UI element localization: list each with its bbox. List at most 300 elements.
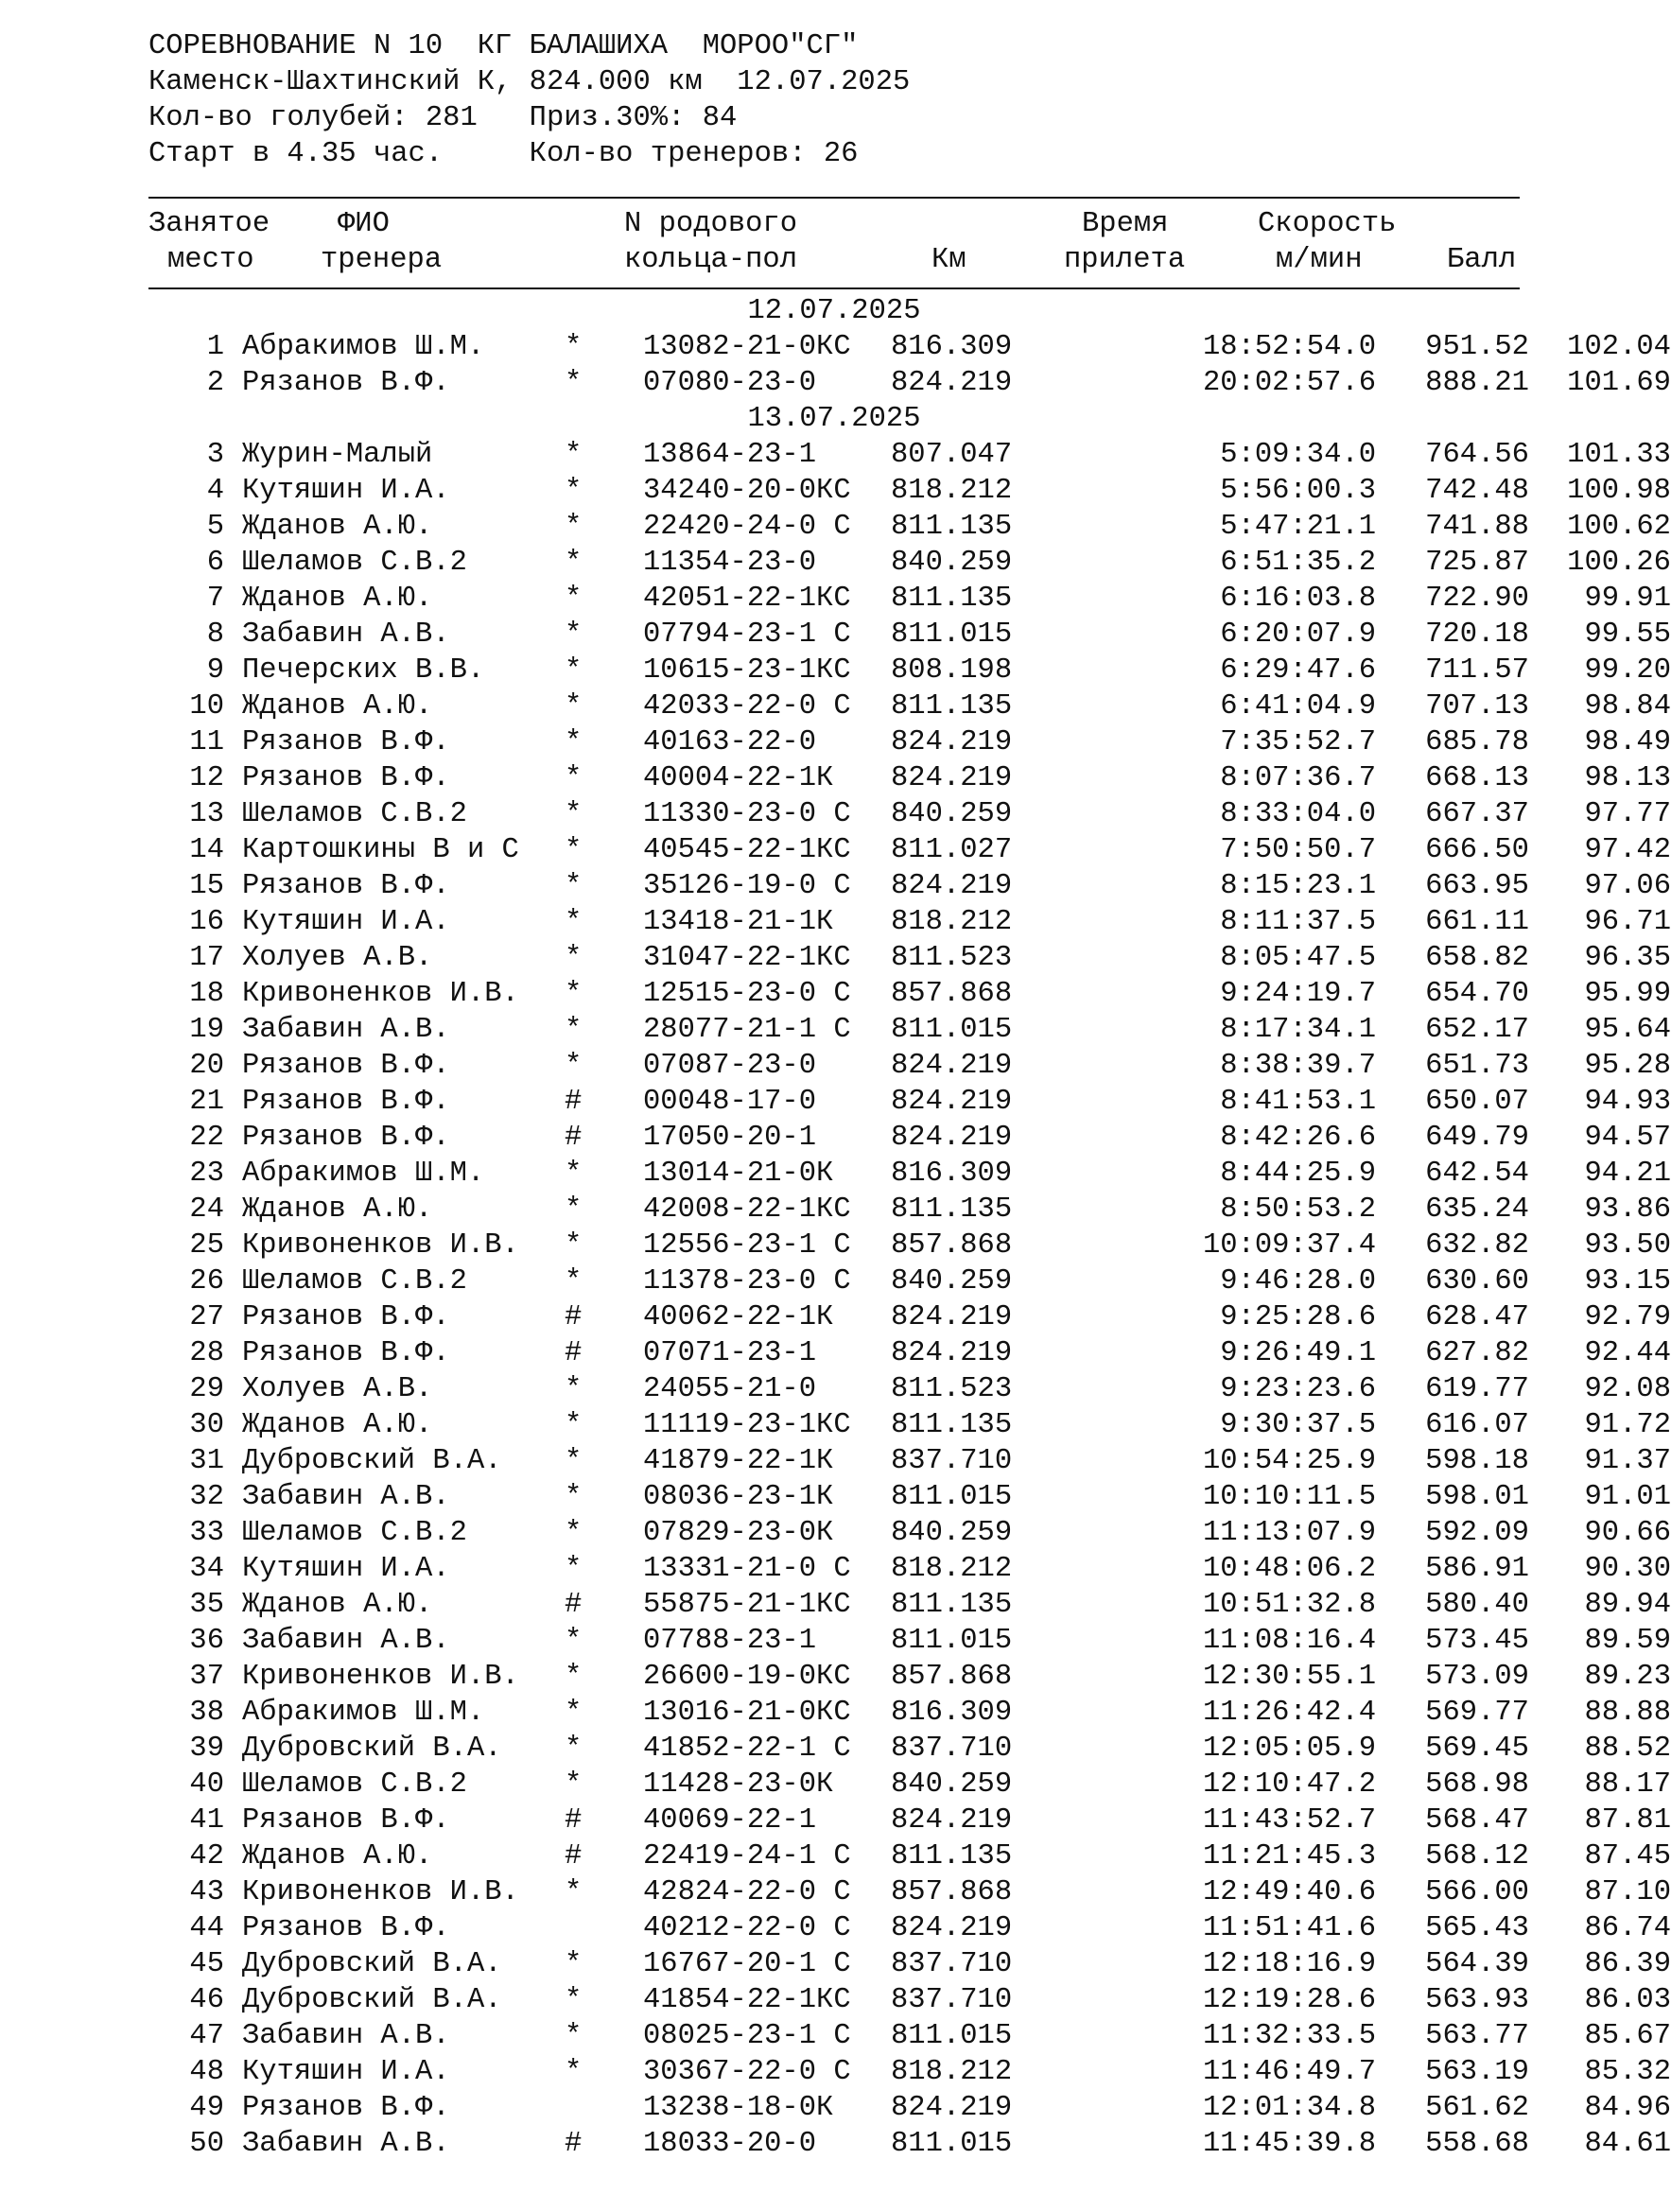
col-km: Км — [931, 244, 966, 276]
cell-place: 16 — [189, 906, 224, 938]
cell-km: 840.259 — [891, 1265, 1013, 1298]
cell-speed: 561.62 — [1425, 2092, 1529, 2124]
cell-time: 12:10:47.2 — [1202, 1768, 1376, 1801]
table-row — [148, 1838, 1671, 1874]
cell-name: Кривоненков И.В. — [242, 978, 519, 1010]
cell-km: 811.027 — [891, 834, 1013, 866]
cell-ring: 24055-21-0 — [643, 1373, 817, 1405]
cell-place: 22 — [189, 1122, 224, 1154]
cell-place: 41 — [189, 1804, 224, 1837]
cell-ring: 40212-22-0 С — [643, 1912, 851, 1944]
table-row — [148, 1982, 1671, 2018]
cell-place: 50 — [189, 2128, 224, 2160]
col-ring-2: кольца-пол — [624, 244, 798, 276]
cell-mark: * — [565, 1553, 583, 1585]
cell-ring: 12556-23-1 С — [643, 1229, 851, 1262]
cell-mark: * — [565, 1229, 583, 1262]
cell-speed: 586.91 — [1425, 1553, 1529, 1585]
cell-name: Забавин А.В. — [242, 1625, 450, 1657]
cell-km: 857.868 — [891, 1876, 1013, 1908]
col-place-1: Занятое — [148, 208, 270, 240]
cell-time: 8:05:47.5 — [1220, 942, 1376, 974]
cell-time: 5:09:34.0 — [1220, 439, 1376, 471]
cell-name: Абракимов Ш.М. — [242, 1697, 485, 1729]
table-row — [148, 904, 1671, 940]
cell-time: 8:41:53.1 — [1220, 1086, 1376, 1118]
cell-score: 87.45 — [1584, 1840, 1671, 1872]
cell-ring: 16767-20-1 С — [643, 1948, 851, 1980]
cell-mark: * — [565, 870, 583, 902]
cell-mark: * — [565, 654, 583, 687]
cell-mark: * — [565, 1768, 583, 1801]
cell-speed: 742.48 — [1425, 475, 1529, 507]
cell-mark: * — [565, 1193, 583, 1226]
cell-name: Жданов А.Ю. — [242, 511, 433, 543]
cell-time: 11:08:16.4 — [1202, 1625, 1376, 1657]
cell-score: 90.30 — [1584, 1553, 1671, 1585]
cell-score: 95.99 — [1584, 978, 1671, 1010]
cell-km: 837.710 — [891, 1984, 1013, 2016]
cell-time: 11:43:52.7 — [1202, 1804, 1376, 1837]
table-row — [148, 1443, 1671, 1479]
cell-place: 44 — [189, 1912, 224, 1944]
table-row — [148, 1335, 1671, 1371]
cell-time: 11:45:39.8 — [1202, 2128, 1376, 2160]
cell-place: 18 — [189, 978, 224, 1010]
cell-mark: * — [565, 1445, 583, 1477]
cell-score: 86.39 — [1584, 1948, 1671, 1980]
cell-speed: 650.07 — [1425, 1086, 1529, 1118]
cell-mark: * — [565, 1014, 583, 1046]
cell-ring: 41852-22-1 С — [643, 1733, 851, 1765]
cell-speed: 711.57 — [1425, 654, 1529, 687]
cell-speed: 627.82 — [1425, 1337, 1529, 1369]
cell-place: 23 — [189, 1158, 224, 1190]
cell-speed: 568.12 — [1425, 1840, 1529, 1872]
cell-km: 818.212 — [891, 475, 1013, 507]
top-rule — [148, 197, 1520, 199]
cell-name: Шеламов С.В.2 — [242, 1768, 467, 1801]
cell-place: 42 — [189, 1840, 224, 1872]
cell-place: 36 — [189, 1625, 224, 1657]
cell-name: Дубровский В.А. — [242, 1445, 502, 1477]
cell-name: Жданов А.Ю. — [242, 1193, 433, 1226]
cell-ring: 40062-22-1К — [643, 1301, 834, 1333]
cell-speed: 722.90 — [1425, 583, 1529, 615]
cell-name: Кутяшин И.А. — [242, 1553, 450, 1585]
cell-place: 14 — [189, 834, 224, 866]
cell-ring: 40163-22-0 — [643, 726, 817, 758]
cell-place: 48 — [189, 2056, 224, 2088]
cell-time: 12:19:28.6 — [1202, 1984, 1376, 2016]
table-row — [148, 1228, 1671, 1263]
cell-mark: * — [565, 331, 583, 363]
cell-place: 13 — [189, 798, 224, 830]
table-row — [148, 329, 1671, 365]
cell-score: 96.71 — [1584, 906, 1671, 938]
cell-time: 8:11:37.5 — [1220, 906, 1376, 938]
cell-place: 33 — [189, 1517, 224, 1549]
cell-ring: 13082-21-0КС — [643, 331, 851, 363]
cell-score: 98.13 — [1584, 762, 1671, 794]
cell-score: 97.77 — [1584, 798, 1671, 830]
cell-place: 47 — [189, 2020, 224, 2052]
cell-ring: 34240-20-0КС — [643, 475, 851, 507]
cell-speed: 649.79 — [1425, 1122, 1529, 1154]
cell-place: 12 — [189, 762, 224, 794]
cell-km: 818.212 — [891, 2056, 1013, 2088]
table-row — [148, 760, 1671, 796]
cell-time: 18:52:54.0 — [1202, 331, 1376, 363]
cell-speed: 598.01 — [1425, 1481, 1529, 1513]
cell-ring: 42033-22-0 С — [643, 690, 851, 723]
cell-place: 1 — [206, 331, 224, 363]
cell-place: 37 — [189, 1661, 224, 1693]
cell-place: 24 — [189, 1193, 224, 1226]
col-ring-1: N родового — [624, 208, 798, 240]
cell-mark: * — [565, 1733, 583, 1765]
cell-time: 11:51:41.6 — [1202, 1912, 1376, 1944]
cell-name: Рязанов В.Ф. — [242, 1050, 450, 1082]
cell-name: Шеламов С.В.2 — [242, 1265, 467, 1298]
table-row — [148, 617, 1671, 653]
cell-speed: 569.77 — [1425, 1697, 1529, 1729]
cell-mark: * — [565, 618, 583, 651]
cell-score: 98.49 — [1584, 726, 1671, 758]
cell-km: 811.135 — [891, 1193, 1013, 1226]
cell-time: 11:26:42.4 — [1202, 1697, 1376, 1729]
table-row — [148, 1299, 1671, 1335]
cell-mark: * — [565, 798, 583, 830]
cell-speed: 666.50 — [1425, 834, 1529, 866]
cell-time: 11:13:07.9 — [1202, 1517, 1376, 1549]
cell-name: Дубровский В.А. — [242, 1733, 502, 1765]
table-row — [148, 545, 1671, 581]
table-row — [148, 1946, 1671, 1982]
cell-score: 88.88 — [1584, 1697, 1671, 1729]
cell-ring: 40004-22-1К — [643, 762, 834, 794]
cell-speed: 764.56 — [1425, 439, 1529, 471]
cell-name: Забавин А.В. — [242, 618, 450, 651]
cell-ring: 13331-21-0 С — [643, 1553, 851, 1585]
cell-mark: # — [565, 1301, 583, 1333]
cell-time: 11:46:49.7 — [1202, 2056, 1376, 2088]
route-line: Каменск-Шахтинский К, 824.000 км 12.07.2025 — [148, 66, 911, 98]
cell-name: Кривоненков И.В. — [242, 1229, 519, 1262]
cell-score: 94.21 — [1584, 1158, 1671, 1190]
cell-place: 7 — [206, 583, 224, 615]
col-speed-1: Скорость — [1258, 208, 1397, 240]
cell-mark: * — [565, 439, 583, 471]
cell-place: 10 — [189, 690, 224, 723]
cell-speed: 565.43 — [1425, 1912, 1529, 1944]
cell-km: 816.309 — [891, 1697, 1013, 1729]
cell-place: 29 — [189, 1373, 224, 1405]
cell-ring: 26600-19-0КС — [643, 1661, 851, 1693]
cell-km: 840.259 — [891, 798, 1013, 830]
cell-ring: 07071-23-1 — [643, 1337, 817, 1369]
table-row — [148, 2018, 1671, 2054]
col-time-2: прилета — [1064, 244, 1186, 276]
cell-score: 101.33 — [1567, 439, 1671, 471]
cell-time: 10:54:25.9 — [1202, 1445, 1376, 1477]
cell-speed: 573.09 — [1425, 1661, 1529, 1693]
cell-speed: 652.17 — [1425, 1014, 1529, 1046]
cell-speed: 568.98 — [1425, 1768, 1529, 1801]
cell-name: Рязанов В.Ф. — [242, 1337, 450, 1369]
table-row — [148, 1156, 1671, 1192]
cell-mark: * — [565, 1876, 583, 1908]
cell-name: Рязанов В.Ф. — [242, 1804, 450, 1837]
cell-time: 12:01:34.8 — [1202, 2092, 1376, 2124]
table-row — [148, 1012, 1671, 1048]
cell-time: 12:30:55.1 — [1202, 1661, 1376, 1693]
cell-score: 90.66 — [1584, 1517, 1671, 1549]
cell-km: 811.015 — [891, 1014, 1013, 1046]
cell-time: 6:16:03.8 — [1220, 583, 1376, 615]
cell-time: 10:09:37.4 — [1202, 1229, 1376, 1262]
cell-place: 49 — [189, 2092, 224, 2124]
cell-place: 17 — [189, 942, 224, 974]
table-row — [148, 1695, 1671, 1731]
table-row — [148, 940, 1671, 976]
cell-name: Холуев А.В. — [242, 1373, 433, 1405]
cell-score: 92.79 — [1584, 1301, 1671, 1333]
table-row — [148, 1048, 1671, 1084]
cell-km: 811.015 — [891, 2020, 1013, 2052]
table-row — [148, 688, 1671, 724]
cell-speed: 616.07 — [1425, 1409, 1529, 1441]
cell-score: 89.94 — [1584, 1589, 1671, 1621]
cell-score: 91.72 — [1584, 1409, 1671, 1441]
cell-time: 8:33:04.0 — [1220, 798, 1376, 830]
cell-score: 99.20 — [1584, 654, 1671, 687]
cell-mark: * — [565, 942, 583, 974]
cell-km: 811.523 — [891, 942, 1013, 974]
cell-speed: 598.18 — [1425, 1445, 1529, 1477]
cell-name: Печерских В.В. — [242, 654, 485, 687]
cell-speed: 720.18 — [1425, 618, 1529, 651]
cell-name: Забавин А.В. — [242, 1481, 450, 1513]
cell-km: 824.219 — [891, 1337, 1013, 1369]
cell-ring: 42824-22-0 С — [643, 1876, 851, 1908]
cell-km: 807.047 — [891, 439, 1013, 471]
cell-speed: 661.11 — [1425, 906, 1529, 938]
cell-km: 808.198 — [891, 654, 1013, 687]
cell-km: 811.015 — [891, 618, 1013, 651]
cell-score: 84.61 — [1584, 2128, 1671, 2160]
cell-speed: 635.24 — [1425, 1193, 1529, 1226]
table-row — [148, 724, 1671, 760]
cell-mark: # — [565, 1804, 583, 1837]
cell-mark: * — [565, 834, 583, 866]
cell-score: 96.35 — [1584, 942, 1671, 974]
cell-mark: # — [565, 1840, 583, 1872]
cell-name: Рязанов В.Ф. — [242, 1912, 450, 1944]
cell-mark: * — [565, 1697, 583, 1729]
cell-score: 86.74 — [1584, 1912, 1671, 1944]
cell-name: Жданов А.Ю. — [242, 1409, 433, 1441]
col-place-2: место — [167, 244, 254, 276]
cell-speed: 951.52 — [1425, 331, 1529, 363]
cell-mark: * — [565, 547, 583, 579]
cell-score: 99.91 — [1584, 583, 1671, 615]
cell-mark: * — [565, 906, 583, 938]
table-row — [148, 509, 1671, 545]
cell-place: 21 — [189, 1086, 224, 1118]
table-row — [148, 1910, 1671, 1946]
cell-km: 824.219 — [891, 726, 1013, 758]
cell-speed: 888.21 — [1425, 367, 1529, 399]
cell-speed: 563.19 — [1425, 2056, 1529, 2088]
cell-speed: 741.88 — [1425, 511, 1529, 543]
cell-km: 811.015 — [891, 1625, 1013, 1657]
cell-place: 25 — [189, 1229, 224, 1262]
cell-name: Шеламов С.В.2 — [242, 798, 467, 830]
cell-km: 811.015 — [891, 1481, 1013, 1513]
cell-time: 8:42:26.6 — [1220, 1122, 1376, 1154]
cell-name: Кривоненков И.В. — [242, 1876, 519, 1908]
cell-km: 816.309 — [891, 1158, 1013, 1190]
table-row — [148, 581, 1671, 617]
count-line: Кол-во голубей: 281 Приз.30%: 84 — [148, 102, 738, 134]
cell-mark: * — [565, 1948, 583, 1980]
cell-km: 811.135 — [891, 1589, 1013, 1621]
cell-speed: 619.77 — [1425, 1373, 1529, 1405]
cell-km: 837.710 — [891, 1445, 1013, 1477]
cell-mark: * — [565, 367, 583, 399]
table-row — [148, 2090, 1671, 2126]
cell-time: 8:17:34.1 — [1220, 1014, 1376, 1046]
cell-place: 6 — [206, 547, 224, 579]
cell-mark: * — [565, 1050, 583, 1082]
cell-ring: 11378-23-0 С — [643, 1265, 851, 1298]
cell-name: Кривоненков И.В. — [242, 1661, 519, 1693]
cell-name: Шеламов С.В.2 — [242, 547, 467, 579]
cell-km: 811.523 — [891, 1373, 1013, 1405]
table-row — [148, 868, 1671, 904]
cell-score: 97.42 — [1584, 834, 1671, 866]
cell-speed: 564.39 — [1425, 1948, 1529, 1980]
cell-score: 97.06 — [1584, 870, 1671, 902]
table-row — [148, 1084, 1671, 1120]
cell-score: 84.96 — [1584, 2092, 1671, 2124]
cell-ring: 13864-23-1 — [643, 439, 817, 471]
cell-score: 101.69 — [1567, 367, 1671, 399]
cell-place: 30 — [189, 1409, 224, 1441]
cell-mark: * — [565, 978, 583, 1010]
cell-speed: 566.00 — [1425, 1876, 1529, 1908]
cell-score: 93.50 — [1584, 1229, 1671, 1262]
cell-name: Кутяшин И.А. — [242, 475, 450, 507]
cell-time: 7:50:50.7 — [1220, 834, 1376, 866]
column-header — [148, 172, 1520, 293]
cell-time: 11:21:45.3 — [1202, 1840, 1376, 1872]
cell-score: 92.44 — [1584, 1337, 1671, 1369]
cell-place: 34 — [189, 1553, 224, 1585]
cell-place: 32 — [189, 1481, 224, 1513]
cell-ring: 08036-23-1К — [643, 1481, 834, 1513]
cell-ring: 07794-23-1 С — [643, 618, 851, 651]
date-separator — [148, 401, 1520, 437]
title-line: СОРЕВНОВАНИЕ N 10 КГ БАЛАШИХА МОРОО"СГ" — [148, 30, 859, 62]
cell-mark: # — [565, 1337, 583, 1369]
cell-ring: 35126-19-0 С — [643, 870, 851, 902]
cell-score: 88.17 — [1584, 1768, 1671, 1801]
cell-speed: 658.82 — [1425, 942, 1529, 974]
cell-ring: 07080-23-0 — [643, 367, 817, 399]
cell-ring: 18033-20-0 — [643, 2128, 817, 2160]
cell-mark: * — [565, 2020, 583, 2052]
cell-name: Шеламов С.В.2 — [242, 1517, 467, 1549]
cell-score: 85.32 — [1584, 2056, 1671, 2088]
cell-time: 10:48:06.2 — [1202, 1553, 1376, 1585]
cell-km: 840.259 — [891, 1517, 1013, 1549]
cell-name: Холуев А.В. — [242, 942, 433, 974]
cell-name: Рязанов В.Ф. — [242, 1301, 450, 1333]
cell-time: 9:26:49.1 — [1220, 1337, 1376, 1369]
table-row — [148, 1587, 1671, 1623]
cell-speed: 654.70 — [1425, 978, 1529, 1010]
cell-km: 818.212 — [891, 1553, 1013, 1585]
cell-ring: 07087-23-0 — [643, 1050, 817, 1082]
cell-time: 10:10:11.5 — [1202, 1481, 1376, 1513]
cell-time: 10:51:32.8 — [1202, 1589, 1376, 1621]
cell-ring: 07829-23-0К — [643, 1517, 834, 1549]
table-row — [148, 1192, 1671, 1228]
table-row — [148, 832, 1671, 868]
cell-name: Кутяшин И.А. — [242, 906, 450, 938]
cell-km: 811.135 — [891, 1409, 1013, 1441]
cell-time: 6:51:35.2 — [1220, 547, 1376, 579]
cell-name: Забавин А.В. — [242, 1014, 450, 1046]
cell-score: 91.01 — [1584, 1481, 1671, 1513]
cell-time: 8:38:39.7 — [1220, 1050, 1376, 1082]
table-row — [148, 365, 1671, 401]
cell-score: 89.23 — [1584, 1661, 1671, 1693]
cell-time: 8:07:36.7 — [1220, 762, 1376, 794]
cell-time: 6:29:47.6 — [1220, 654, 1376, 687]
cell-mark: * — [565, 1517, 583, 1549]
cell-mark: * — [565, 1373, 583, 1405]
table-row — [148, 1874, 1671, 1910]
cell-name: Рязанов В.Ф. — [242, 367, 450, 399]
cell-ring: 00048-17-0 — [643, 1086, 817, 1118]
col-score: Балл — [1447, 244, 1517, 276]
cell-name: Рязанов В.Ф. — [242, 762, 450, 794]
cell-ring: 41879-22-1К — [643, 1445, 834, 1477]
cell-km: 824.219 — [891, 1050, 1013, 1082]
cell-time: 8:44:25.9 — [1220, 1158, 1376, 1190]
cell-place: 3 — [206, 439, 224, 471]
cell-ring: 55875-21-1КС — [643, 1589, 851, 1621]
cell-mark: * — [565, 475, 583, 507]
cell-name: Рязанов В.Ф. — [242, 2092, 450, 2124]
cell-ring: 11354-23-0 — [643, 547, 817, 579]
col-name-1: ФИО — [338, 208, 390, 240]
cell-time: 8:15:23.1 — [1220, 870, 1376, 902]
cell-km: 811.135 — [891, 583, 1013, 615]
cell-speed: 642.54 — [1425, 1158, 1529, 1190]
cell-km: 837.710 — [891, 1733, 1013, 1765]
table-row — [148, 2054, 1671, 2090]
cell-mark: * — [565, 1409, 583, 1441]
cell-km: 818.212 — [891, 906, 1013, 938]
cell-name: Жданов А.Ю. — [242, 1589, 433, 1621]
cell-ring: 08025-23-1 С — [643, 2020, 851, 2052]
cell-km: 811.135 — [891, 690, 1013, 723]
cell-ring: 31047-22-1КС — [643, 942, 851, 974]
